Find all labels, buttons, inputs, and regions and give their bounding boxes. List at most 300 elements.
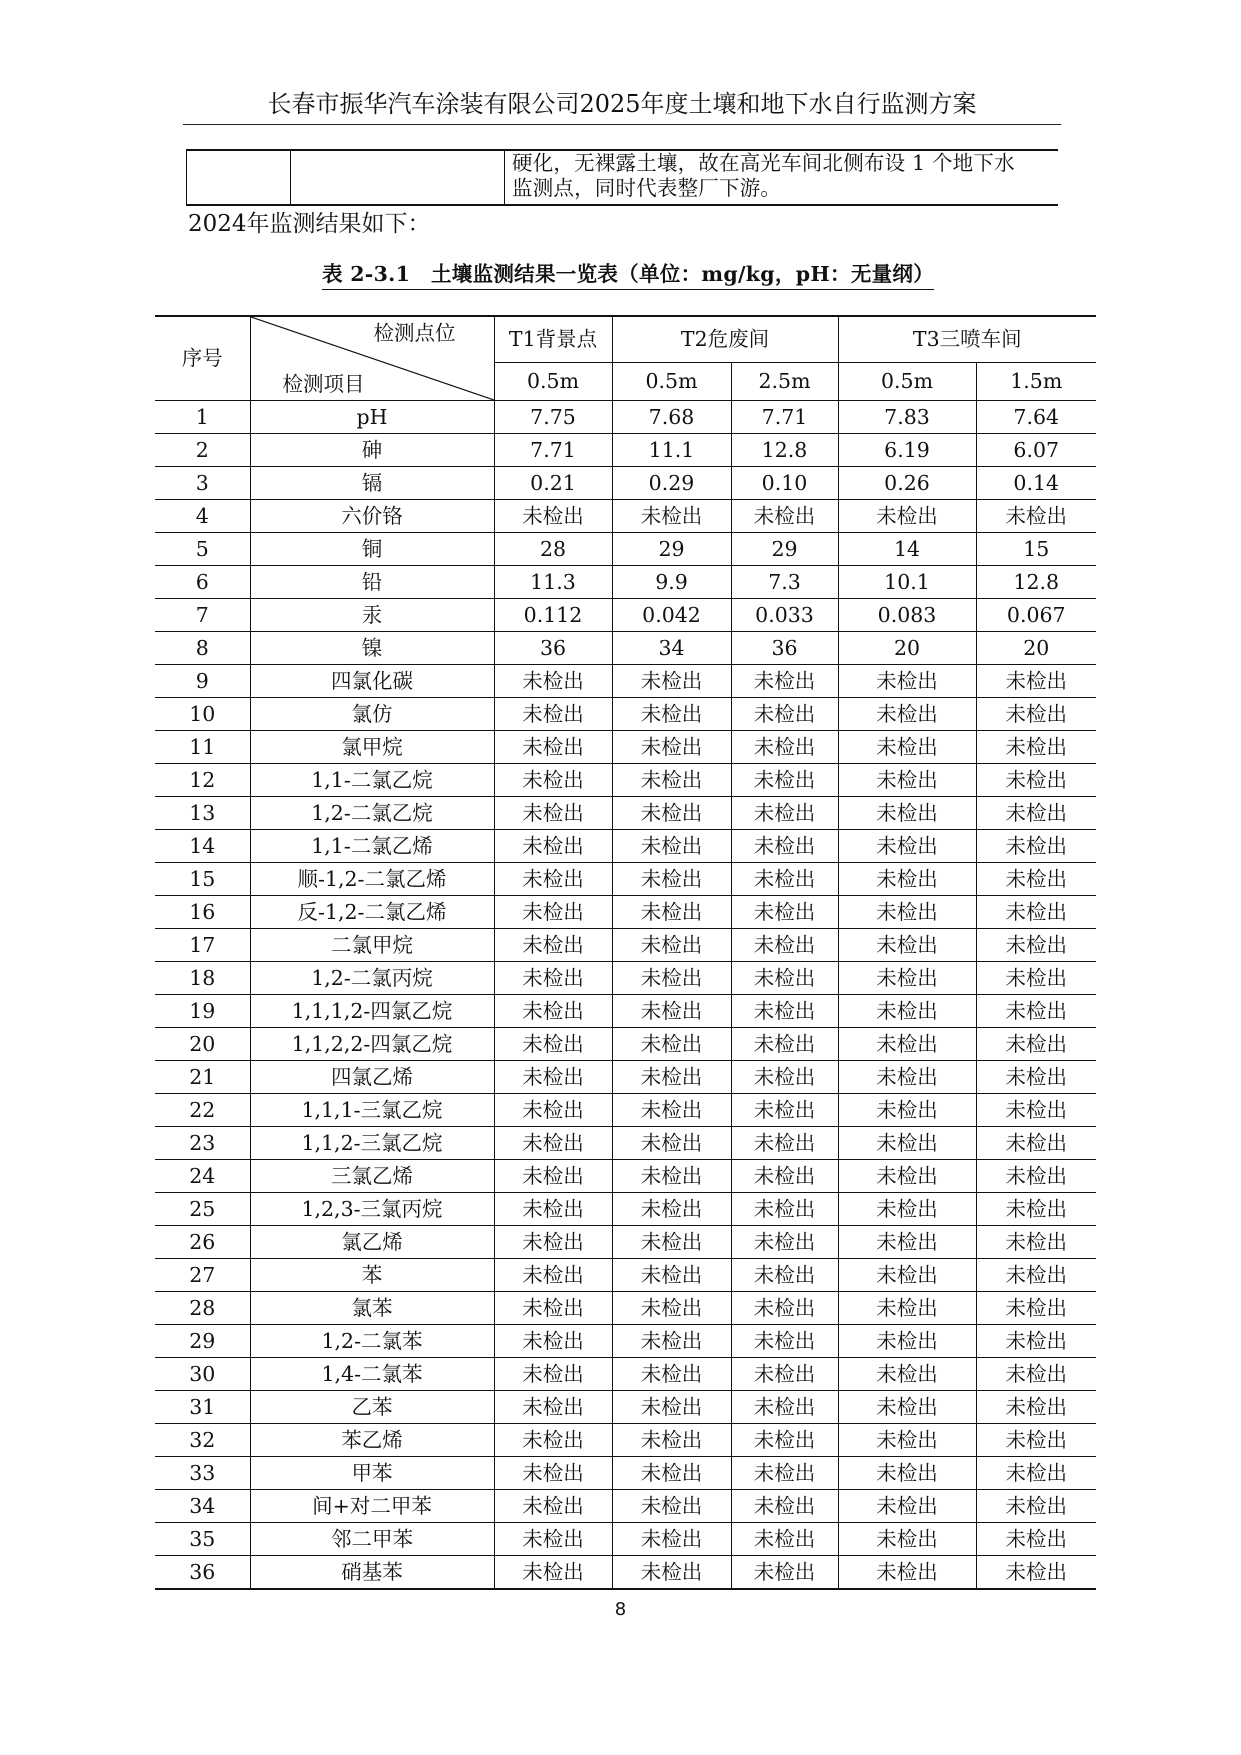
row-number: 7 xyxy=(155,599,250,632)
row-item: 邻二甲苯 xyxy=(250,1523,494,1556)
row-item: 1,2,3-三氯丙烷 xyxy=(250,1193,494,1226)
table-row xyxy=(155,434,1096,467)
row-number: 29 xyxy=(155,1325,250,1358)
row-item: 铅 xyxy=(250,566,494,599)
row-item: 乙苯 xyxy=(250,1391,494,1424)
row-value: 未检出 xyxy=(731,797,838,830)
row-value: 未检出 xyxy=(976,797,1096,830)
row-value: 未检出 xyxy=(612,1226,731,1259)
row-number: 8 xyxy=(155,632,250,665)
row-item: 苯 xyxy=(250,1259,494,1292)
depth-header: 0.5m xyxy=(838,363,976,401)
row-value: 未检出 xyxy=(838,1127,976,1160)
row-item: 1,1-二氯乙烷 xyxy=(250,764,494,797)
depth-header: 1.5m xyxy=(976,363,1096,401)
row-value: 未检出 xyxy=(838,1292,976,1325)
row-value: 0.21 xyxy=(494,467,612,500)
row-value: 未检出 xyxy=(612,1457,731,1490)
row-value: 未检出 xyxy=(838,1523,976,1556)
row-value: 未检出 xyxy=(976,764,1096,797)
row-value: 15 xyxy=(976,533,1096,566)
row-value: 14 xyxy=(838,533,976,566)
row-number: 15 xyxy=(155,863,250,896)
row-item: 1,1-二氯乙烯 xyxy=(250,830,494,863)
row-number: 30 xyxy=(155,1358,250,1391)
table-row xyxy=(155,731,1096,764)
row-value: 未检出 xyxy=(731,665,838,698)
row-value: 未检出 xyxy=(838,1391,976,1424)
row-value: 7.75 xyxy=(494,401,612,434)
row-value: 未检出 xyxy=(612,1490,731,1523)
row-value: 未检出 xyxy=(494,1358,612,1391)
row-value: 未检出 xyxy=(612,500,731,533)
row-item: 六价铬 xyxy=(250,500,494,533)
row-value: 未检出 xyxy=(731,1061,838,1094)
row-number: 18 xyxy=(155,962,250,995)
row-value: 未检出 xyxy=(976,500,1096,533)
row-value: 未检出 xyxy=(612,1391,731,1424)
row-item: 1,1,2,2-四氯乙烷 xyxy=(250,1028,494,1061)
row-number: 19 xyxy=(155,995,250,1028)
row-value: 未检出 xyxy=(838,1259,976,1292)
row-value: 未检出 xyxy=(731,500,838,533)
row-number: 14 xyxy=(155,830,250,863)
row-value: 未检出 xyxy=(976,731,1096,764)
row-value: 未检出 xyxy=(494,797,612,830)
row-value: 未检出 xyxy=(838,830,976,863)
header-row xyxy=(155,316,1096,363)
row-value: 未检出 xyxy=(838,1226,976,1259)
row-value: 0.26 xyxy=(838,467,976,500)
depth-header: 2.5m xyxy=(731,363,838,401)
row-number: 31 xyxy=(155,1391,250,1424)
row-number: 5 xyxy=(155,533,250,566)
row-item: 1,4-二氯苯 xyxy=(250,1358,494,1391)
row-value: 7.71 xyxy=(494,434,612,467)
row-value: 未检出 xyxy=(838,1457,976,1490)
table-row xyxy=(155,500,1096,533)
table-row xyxy=(155,1556,1096,1590)
row-value: 未检出 xyxy=(494,962,612,995)
row-value: 未检出 xyxy=(731,1259,838,1292)
row-value: 0.067 xyxy=(976,599,1096,632)
row-value: 未检出 xyxy=(494,1028,612,1061)
continued-table-fragment xyxy=(186,149,1058,206)
row-value: 未检出 xyxy=(976,1061,1096,1094)
row-value: 未检出 xyxy=(494,1490,612,1523)
row-value: 未检出 xyxy=(976,1259,1096,1292)
row-value: 未检出 xyxy=(976,1160,1096,1193)
row-value: 未检出 xyxy=(731,1424,838,1457)
row-item: 1,2-二氯丙烷 xyxy=(250,962,494,995)
row-value: 未检出 xyxy=(838,1028,976,1061)
row-value: 未检出 xyxy=(612,1028,731,1061)
table-caption: 表 2-3.1 土壤监测结果一览表（单位：mg/kg，pH：无量纲） xyxy=(322,259,934,290)
row-value: 未检出 xyxy=(731,896,838,929)
row-value: 未检出 xyxy=(612,929,731,962)
row-value: 未检出 xyxy=(494,665,612,698)
row-value: 未检出 xyxy=(976,698,1096,731)
row-value: 未检出 xyxy=(976,1490,1096,1523)
depth-header: 0.5m xyxy=(494,363,612,401)
row-value: 未检出 xyxy=(494,1061,612,1094)
row-item: 氯苯 xyxy=(250,1292,494,1325)
row-value: 未检出 xyxy=(731,1160,838,1193)
row-value: 未检出 xyxy=(838,797,976,830)
row-value: 36 xyxy=(494,632,612,665)
row-value: 0.29 xyxy=(612,467,731,500)
table-row xyxy=(155,1391,1096,1424)
row-value: 未检出 xyxy=(612,1358,731,1391)
table-row xyxy=(155,962,1096,995)
row-item: 氯乙烯 xyxy=(250,1226,494,1259)
row-value: 7.68 xyxy=(612,401,731,434)
table-row xyxy=(155,1226,1096,1259)
row-value: 未检出 xyxy=(494,698,612,731)
group-header-t3: T3三喷车间 xyxy=(838,316,1096,363)
table-divider xyxy=(290,151,291,204)
row-value: 12.8 xyxy=(731,434,838,467)
row-value: 未检出 xyxy=(731,1490,838,1523)
row-item: 氯仿 xyxy=(250,698,494,731)
table-row xyxy=(155,1193,1096,1226)
diagonal-header-cell xyxy=(250,316,494,401)
row-value: 未检出 xyxy=(612,995,731,1028)
row-value: 未检出 xyxy=(838,1358,976,1391)
row-value: 未检出 xyxy=(731,962,838,995)
row-value: 未检出 xyxy=(838,1490,976,1523)
row-value: 未检出 xyxy=(731,1556,838,1590)
row-value: 29 xyxy=(612,533,731,566)
row-value: 未检出 xyxy=(976,1391,1096,1424)
row-value: 34 xyxy=(612,632,731,665)
row-item: 反-1,2-二氯乙烯 xyxy=(250,896,494,929)
row-value: 未检出 xyxy=(731,1325,838,1358)
row-value: 未检出 xyxy=(838,698,976,731)
row-item: 间+对二甲苯 xyxy=(250,1490,494,1523)
row-value: 未检出 xyxy=(838,962,976,995)
row-value: 未检出 xyxy=(976,1457,1096,1490)
fragment-line: 硬化，无裸露土壤，故在高光车间北侧布设 1 个地下水 xyxy=(512,151,1015,175)
row-value: 未检出 xyxy=(612,1193,731,1226)
row-number: 36 xyxy=(155,1556,250,1590)
table-row xyxy=(155,1160,1096,1193)
row-item: 四氯乙烯 xyxy=(250,1061,494,1094)
table-row xyxy=(155,863,1096,896)
row-value: 未检出 xyxy=(494,1556,612,1590)
row-value: 未检出 xyxy=(976,1523,1096,1556)
row-value: 未检出 xyxy=(976,1127,1096,1160)
row-value: 未检出 xyxy=(494,1292,612,1325)
table-row xyxy=(155,401,1096,434)
row-number: 17 xyxy=(155,929,250,962)
row-number: 1 xyxy=(155,401,250,434)
table-row xyxy=(155,533,1096,566)
table-row xyxy=(155,1061,1096,1094)
row-value: 未检出 xyxy=(612,863,731,896)
row-number: 26 xyxy=(155,1226,250,1259)
row-number: 22 xyxy=(155,1094,250,1127)
row-value: 未检出 xyxy=(838,1061,976,1094)
row-item: 甲苯 xyxy=(250,1457,494,1490)
row-value: 28 xyxy=(494,533,612,566)
row-value: 未检出 xyxy=(976,830,1096,863)
row-value: 未检出 xyxy=(731,1457,838,1490)
row-value: 未检出 xyxy=(494,731,612,764)
table-row xyxy=(155,995,1096,1028)
diag-bottom-label: 检测项目 xyxy=(282,372,365,396)
row-value: 未检出 xyxy=(731,830,838,863)
row-value: 未检出 xyxy=(838,995,976,1028)
row-value: 未检出 xyxy=(731,1226,838,1259)
row-value: 未检出 xyxy=(494,1325,612,1358)
row-number: 11 xyxy=(155,731,250,764)
row-value: 12.8 xyxy=(976,566,1096,599)
soil-results-table xyxy=(155,315,1096,1590)
row-value: 未检出 xyxy=(976,1226,1096,1259)
table-row xyxy=(155,1292,1096,1325)
row-item: pH xyxy=(250,401,494,434)
row-item: 氯甲烷 xyxy=(250,731,494,764)
row-number: 12 xyxy=(155,764,250,797)
row-value: 未检出 xyxy=(612,1094,731,1127)
row-value: 未检出 xyxy=(838,1556,976,1590)
row-value: 6.19 xyxy=(838,434,976,467)
row-value: 20 xyxy=(838,632,976,665)
row-value: 未检出 xyxy=(838,500,976,533)
row-value: 0.10 xyxy=(731,467,838,500)
row-value: 未检出 xyxy=(838,1424,976,1457)
row-value: 未检出 xyxy=(731,1193,838,1226)
table-row xyxy=(155,1457,1096,1490)
row-value: 未检出 xyxy=(976,863,1096,896)
row-item: 镍 xyxy=(250,632,494,665)
row-value: 未检出 xyxy=(976,1358,1096,1391)
row-number: 4 xyxy=(155,500,250,533)
row-item: 苯乙烯 xyxy=(250,1424,494,1457)
row-value: 10.1 xyxy=(838,566,976,599)
row-value: 未检出 xyxy=(494,764,612,797)
row-number: 27 xyxy=(155,1259,250,1292)
row-value: 0.083 xyxy=(838,599,976,632)
table-row xyxy=(155,599,1096,632)
row-value: 未检出 xyxy=(731,1358,838,1391)
table-row xyxy=(155,1358,1096,1391)
row-value: 未检出 xyxy=(838,1094,976,1127)
row-value: 20 xyxy=(976,632,1096,665)
row-value: 未检出 xyxy=(612,830,731,863)
row-number: 28 xyxy=(155,1292,250,1325)
table-row xyxy=(155,797,1096,830)
page-number: 8 xyxy=(614,1599,627,1620)
row-item: 二氯甲烷 xyxy=(250,929,494,962)
row-number: 13 xyxy=(155,797,250,830)
row-number: 16 xyxy=(155,896,250,929)
row-value: 未检出 xyxy=(731,1127,838,1160)
row-number: 25 xyxy=(155,1193,250,1226)
table-row xyxy=(155,467,1096,500)
row-value: 未检出 xyxy=(494,1523,612,1556)
row-item: 硝基苯 xyxy=(250,1556,494,1590)
table-row xyxy=(155,632,1096,665)
table-row xyxy=(155,1094,1096,1127)
row-value: 29 xyxy=(731,533,838,566)
row-value: 未检出 xyxy=(731,1391,838,1424)
row-number: 23 xyxy=(155,1127,250,1160)
row-value: 未检出 xyxy=(494,995,612,1028)
row-value: 未检出 xyxy=(976,995,1096,1028)
row-value: 0.112 xyxy=(494,599,612,632)
row-item: 1,1,1-三氯乙烷 xyxy=(250,1094,494,1127)
row-item: 1,2-二氯乙烷 xyxy=(250,797,494,830)
row-item: 汞 xyxy=(250,599,494,632)
row-value: 0.14 xyxy=(976,467,1096,500)
row-value: 未检出 xyxy=(976,1325,1096,1358)
row-value: 11.3 xyxy=(494,566,612,599)
row-value: 0.033 xyxy=(731,599,838,632)
row-value: 7.71 xyxy=(731,401,838,434)
row-number: 35 xyxy=(155,1523,250,1556)
fragment-cell-text xyxy=(512,151,1052,201)
row-value: 未检出 xyxy=(612,1061,731,1094)
row-value: 未检出 xyxy=(494,896,612,929)
row-value: 未检出 xyxy=(494,1457,612,1490)
row-number: 9 xyxy=(155,665,250,698)
table-row xyxy=(155,698,1096,731)
row-value: 未检出 xyxy=(494,1226,612,1259)
row-value: 未检出 xyxy=(976,1193,1096,1226)
row-value: 未检出 xyxy=(494,830,612,863)
row-value: 0.042 xyxy=(612,599,731,632)
row-value: 未检出 xyxy=(838,1325,976,1358)
table-row xyxy=(155,1127,1096,1160)
row-value: 未检出 xyxy=(612,1523,731,1556)
table-row xyxy=(155,1325,1096,1358)
table-divider xyxy=(504,151,505,204)
row-item: 四氯化碳 xyxy=(250,665,494,698)
row-value: 未检出 xyxy=(612,731,731,764)
row-value: 未检出 xyxy=(494,929,612,962)
row-value: 6.07 xyxy=(976,434,1096,467)
row-value: 未检出 xyxy=(731,698,838,731)
row-value: 未检出 xyxy=(731,929,838,962)
table-row xyxy=(155,830,1096,863)
row-value: 未检出 xyxy=(612,698,731,731)
row-value: 未检出 xyxy=(976,1424,1096,1457)
row-value: 未检出 xyxy=(612,1292,731,1325)
row-value: 未检出 xyxy=(731,1028,838,1061)
row-value: 未检出 xyxy=(494,1193,612,1226)
row-value: 未检出 xyxy=(731,1523,838,1556)
row-value: 未检出 xyxy=(838,731,976,764)
row-value: 7.83 xyxy=(838,401,976,434)
table-row xyxy=(155,665,1096,698)
table-divider xyxy=(186,151,187,204)
row-value: 未检出 xyxy=(494,1424,612,1457)
row-value: 未检出 xyxy=(976,1292,1096,1325)
row-value: 11.1 xyxy=(612,434,731,467)
row-value: 未检出 xyxy=(838,764,976,797)
intro-paragraph: 2024年监测结果如下： xyxy=(188,211,431,237)
row-item: 1,1,2-三氯乙烷 xyxy=(250,1127,494,1160)
row-value: 未检出 xyxy=(612,896,731,929)
row-value: 未检出 xyxy=(612,1127,731,1160)
row-value: 未检出 xyxy=(612,665,731,698)
table-row xyxy=(155,929,1096,962)
row-value: 未检出 xyxy=(731,764,838,797)
group-header-t1: T1背景点 xyxy=(494,316,612,363)
row-number: 24 xyxy=(155,1160,250,1193)
table-row xyxy=(155,1424,1096,1457)
row-value: 未检出 xyxy=(976,896,1096,929)
depth-header: 0.5m xyxy=(612,363,731,401)
row-value: 未检出 xyxy=(838,1193,976,1226)
row-value: 未检出 xyxy=(731,995,838,1028)
row-number: 20 xyxy=(155,1028,250,1061)
row-value: 未检出 xyxy=(976,1028,1096,1061)
row-value: 未检出 xyxy=(612,1325,731,1358)
row-value: 36 xyxy=(731,632,838,665)
row-value: 未检出 xyxy=(494,500,612,533)
row-value: 未检出 xyxy=(612,962,731,995)
row-value: 未检出 xyxy=(976,962,1096,995)
row-value: 未检出 xyxy=(494,1391,612,1424)
row-item: 砷 xyxy=(250,434,494,467)
row-value: 未检出 xyxy=(494,863,612,896)
row-value: 未检出 xyxy=(838,863,976,896)
row-number: 10 xyxy=(155,698,250,731)
table-row xyxy=(155,566,1096,599)
row-value: 未检出 xyxy=(612,1424,731,1457)
row-value: 未检出 xyxy=(731,731,838,764)
row-item: 顺-1,2-二氯乙烯 xyxy=(250,863,494,896)
row-number: 6 xyxy=(155,566,250,599)
row-value: 未检出 xyxy=(838,896,976,929)
row-value: 未检出 xyxy=(838,929,976,962)
row-item: 1,2-二氯苯 xyxy=(250,1325,494,1358)
row-number: 3 xyxy=(155,467,250,500)
row-value: 未检出 xyxy=(612,1556,731,1590)
row-value: 未检出 xyxy=(838,1160,976,1193)
fragment-line: 监测点，同时代表整厂下游。 xyxy=(512,176,782,200)
group-header-t2: T2危废间 xyxy=(612,316,838,363)
row-item: 三氯乙烯 xyxy=(250,1160,494,1193)
row-value: 未检出 xyxy=(612,797,731,830)
row-value: 未检出 xyxy=(612,1160,731,1193)
row-item: 镉 xyxy=(250,467,494,500)
row-value: 7.64 xyxy=(976,401,1096,434)
row-item: 铜 xyxy=(250,533,494,566)
row-value: 未检出 xyxy=(976,929,1096,962)
table-row xyxy=(155,1259,1096,1292)
row-value: 未检出 xyxy=(976,665,1096,698)
row-value: 未检出 xyxy=(731,1292,838,1325)
row-number: 2 xyxy=(155,434,250,467)
row-value: 未检出 xyxy=(731,1094,838,1127)
table-row xyxy=(155,896,1096,929)
row-item: 1,1,1,2-四氯乙烷 xyxy=(250,995,494,1028)
row-number: 21 xyxy=(155,1061,250,1094)
row-number: 34 xyxy=(155,1490,250,1523)
row-value: 未检出 xyxy=(494,1259,612,1292)
row-value: 未检出 xyxy=(494,1094,612,1127)
row-number: 33 xyxy=(155,1457,250,1490)
table-row xyxy=(155,1028,1096,1061)
seq-header: 序号 xyxy=(155,316,250,401)
row-value: 未检出 xyxy=(494,1127,612,1160)
row-value: 未检出 xyxy=(494,1160,612,1193)
row-value: 未检出 xyxy=(731,863,838,896)
